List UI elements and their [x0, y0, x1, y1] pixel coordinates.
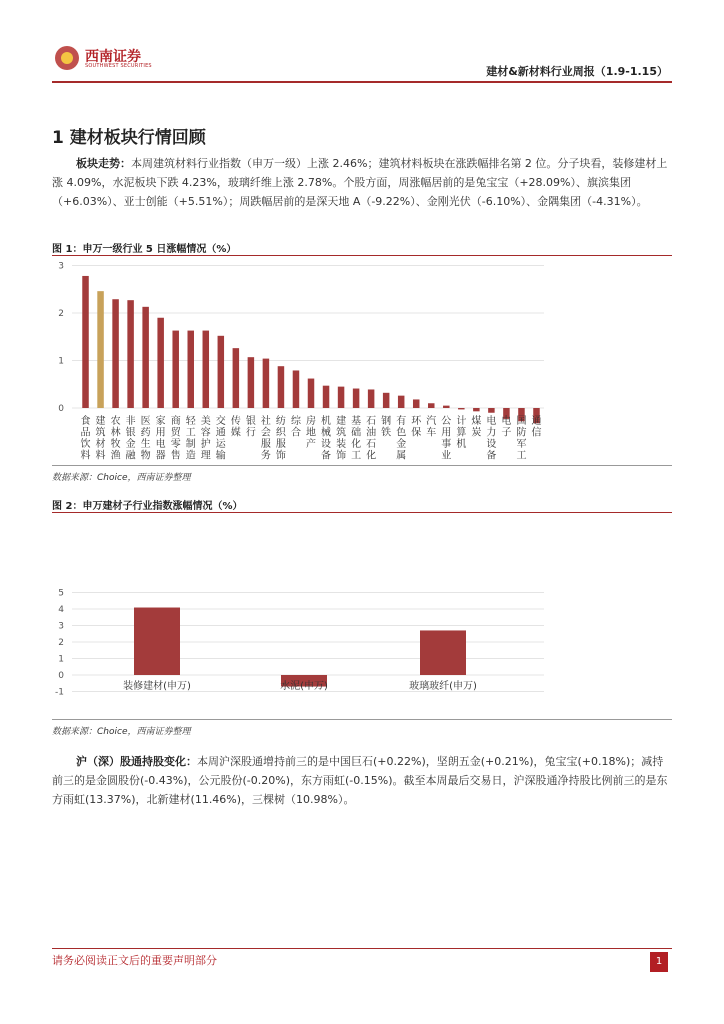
figure1-source: 数据来源：Choice，西南证券整理 — [52, 473, 191, 483]
chart1-x-tick-label: 环保 — [411, 416, 422, 439]
figure2-bottom-rule — [52, 719, 672, 720]
section-heading: 1 建材板块行情回顾 — [52, 128, 206, 148]
chart1-x-tick-label: 建筑装饰 — [336, 416, 347, 462]
chart1-x-tick-label: 银行 — [245, 416, 256, 439]
figure1-top-rule — [52, 255, 672, 256]
chart1-bar — [413, 399, 420, 408]
chart1-x-tick-label: 商贸零售 — [170, 416, 181, 462]
chart2-bar — [134, 608, 180, 675]
chart1-bar — [458, 408, 465, 409]
chart1-x-tick-label: 食品饮料 — [80, 416, 91, 462]
chart1-bar — [142, 307, 149, 408]
market-trend-paragraph — [52, 154, 668, 211]
chart1-x-tick-label: 非银金融 — [125, 416, 136, 462]
chart2-y-tick-label: 2 — [58, 638, 64, 648]
chart2-y-tick-label: 3 — [58, 621, 64, 632]
chart1-x-tick-label: 钢铁 — [381, 416, 392, 439]
page-number: 1 — [650, 952, 668, 972]
chart1-bar — [218, 336, 225, 408]
industry-returns-chart — [52, 258, 548, 464]
figure1-title: 图 1：申万一级行业 5 日涨幅情况（%） — [52, 244, 237, 255]
chart1-y-tick-label: 3 — [58, 261, 64, 272]
chart1-bar — [308, 379, 315, 408]
chart1-x-labels — [81, 414, 542, 462]
chart1-x-tick-label: 农林牧渔 — [110, 416, 121, 462]
chart1-bar — [353, 389, 360, 408]
logo-chinese-name: 西南证券 — [85, 49, 141, 65]
chart1-y-tick-label: 1 — [58, 356, 64, 367]
chart1-x-tick-label: 国防军工 — [516, 416, 527, 462]
chart1-x-tick-label: 基础化工 — [351, 416, 362, 462]
chart1-x-tick-label: 社会服务 — [260, 416, 271, 462]
chart1-bar — [157, 318, 164, 408]
chart1-bar — [293, 370, 300, 408]
chart1-bar — [263, 359, 270, 408]
market-trend-text: 本周建筑材料行业指数（申万一级）上涨 2.46%；建筑材料板块在涨跌幅排名第 2 位。分子块看，装修建材上涨 4.09%，水泥板块下跌 4.23%，玻璃纤维上涨 2.78%。个股方面，周涨幅居前的是兔宝宝（+28.09%）、旗滨集团（+6.03%）、亚士创能（+5.51%）；周跌幅居前的是深天地 A（-9.22%）、金刚光伏（-6.10%）、金隅集团（-4.31%）。 — [52, 157, 668, 208]
footer-disclaimer: 请务必阅读正文后的重要声明部分 — [52, 954, 217, 967]
chart1-x-tick-label: 电力设备 — [486, 416, 497, 462]
figure1-bottom-rule — [52, 465, 672, 466]
chart1-bar — [398, 396, 405, 408]
chart1-bar — [428, 403, 435, 408]
chart1-x-tick-label: 纺织服饰 — [275, 416, 286, 462]
chart1-x-tick-label: 有色金属 — [396, 416, 407, 462]
chart2-bar — [420, 630, 466, 675]
chart1-x-tick-label: 公用事业 — [441, 416, 452, 462]
subindustry-returns-chart — [52, 518, 548, 718]
company-logo — [55, 46, 175, 72]
chart2-x-tick-label: 装修建材(申万) — [123, 681, 191, 692]
chart1-bars — [82, 276, 539, 423]
report-header-title: 建材&新材料行业周报（1.9-1.15） — [486, 65, 668, 78]
chart2-y-ticks — [55, 589, 64, 698]
chart2-y-tick-label: 5 — [58, 588, 64, 599]
chart1-x-tick-label: 建筑材料 — [95, 416, 106, 462]
stock-connect-label: 沪（深）股通持股变化： — [76, 755, 197, 768]
chart2-y-tick-label: 4 — [58, 605, 64, 615]
chart1-bar — [443, 406, 450, 408]
chart1-x-tick-label: 石油石化 — [366, 416, 377, 462]
chart1-x-tick-label: 电子 — [501, 416, 512, 439]
chart1-bar — [112, 299, 119, 408]
chart1-bar — [488, 408, 495, 413]
chart2-x-labels — [123, 679, 477, 692]
chart2-y-tick-label: -1 — [55, 687, 64, 698]
chart1-bar — [97, 291, 104, 408]
chart1-x-tick-label: 煤炭 — [471, 416, 482, 439]
chart1-x-tick-label: 交通运输 — [215, 416, 226, 462]
figure2-top-rule — [52, 512, 672, 513]
chart1-x-tick-label: 汽车 — [426, 416, 437, 439]
chart1-x-tick-label: 传媒 — [230, 416, 241, 439]
chart1-bar — [127, 300, 134, 408]
chart1-bar — [248, 357, 255, 408]
market-trend-label: 板块走势： — [76, 157, 131, 170]
chart2-y-tick-label: 0 — [58, 671, 64, 681]
logo-english-name: SOUTHWEST SECURITIES — [85, 63, 152, 69]
stock-connect-text: 本周沪深股通增持前三的是中国巨石(+0.22%)，坚朗五金(+0.21%)，兔宝宝(+0.18%)；减持前三的是金圆股份(-0.43%)，公元股份(-0.20%)，东方雨虹(-0.15%)。截至本周最后交易日，沪深股通净持股比例前三的是东方雨虹(13.37%)，北新建材(11.46%)，三棵树（10.98%）。 — [52, 755, 668, 806]
chart1-bar — [233, 348, 240, 408]
chart1-bar — [187, 331, 194, 408]
footer-divider — [52, 948, 672, 949]
chart1-x-tick-label: 美容护理 — [200, 416, 211, 462]
stock-connect-paragraph — [52, 752, 668, 809]
chart1-x-tick-label: 计算机 — [456, 416, 467, 450]
chart2-x-tick-label: 水泥(申万) — [280, 681, 328, 692]
chart1-x-tick-label: 机械设备 — [321, 416, 332, 462]
chart1-bar — [323, 386, 330, 408]
chart1-x-tick-label: 医药生物 — [140, 416, 151, 462]
chart2-y-tick-label: 1 — [58, 654, 64, 665]
chart1-bar — [473, 408, 480, 411]
chart1-bar — [172, 331, 179, 408]
chart1-y-ticks — [58, 262, 64, 415]
chart1-x-tick-label: 综合 — [290, 416, 301, 439]
chart1-bar — [383, 393, 390, 408]
figure2-title: 图 2：申万建材子行业指数涨幅情况（%） — [52, 501, 243, 512]
chart1-bar — [338, 387, 345, 408]
chart1-x-tick-label: 通信 — [531, 416, 542, 439]
chart1-bar — [82, 276, 89, 408]
chart1-x-tick-label: 家用电器 — [155, 416, 166, 462]
chart1-x-tick-label: 房地产 — [306, 416, 316, 450]
figure2-source: 数据来源：Choice，西南证券整理 — [52, 727, 191, 737]
chart1-bar — [368, 389, 375, 408]
chart1-x-tick-label: 轻工制造 — [185, 416, 196, 462]
chart1-y-tick-label: 0 — [58, 404, 64, 414]
logo-emblem-icon — [55, 46, 79, 70]
chart1-bar — [203, 331, 210, 408]
chart1-bar — [278, 366, 285, 408]
header-divider — [52, 81, 672, 83]
chart1-y-tick-label: 2 — [58, 309, 64, 319]
chart2-x-tick-label: 玻璃玻纤(申万) — [409, 681, 477, 692]
